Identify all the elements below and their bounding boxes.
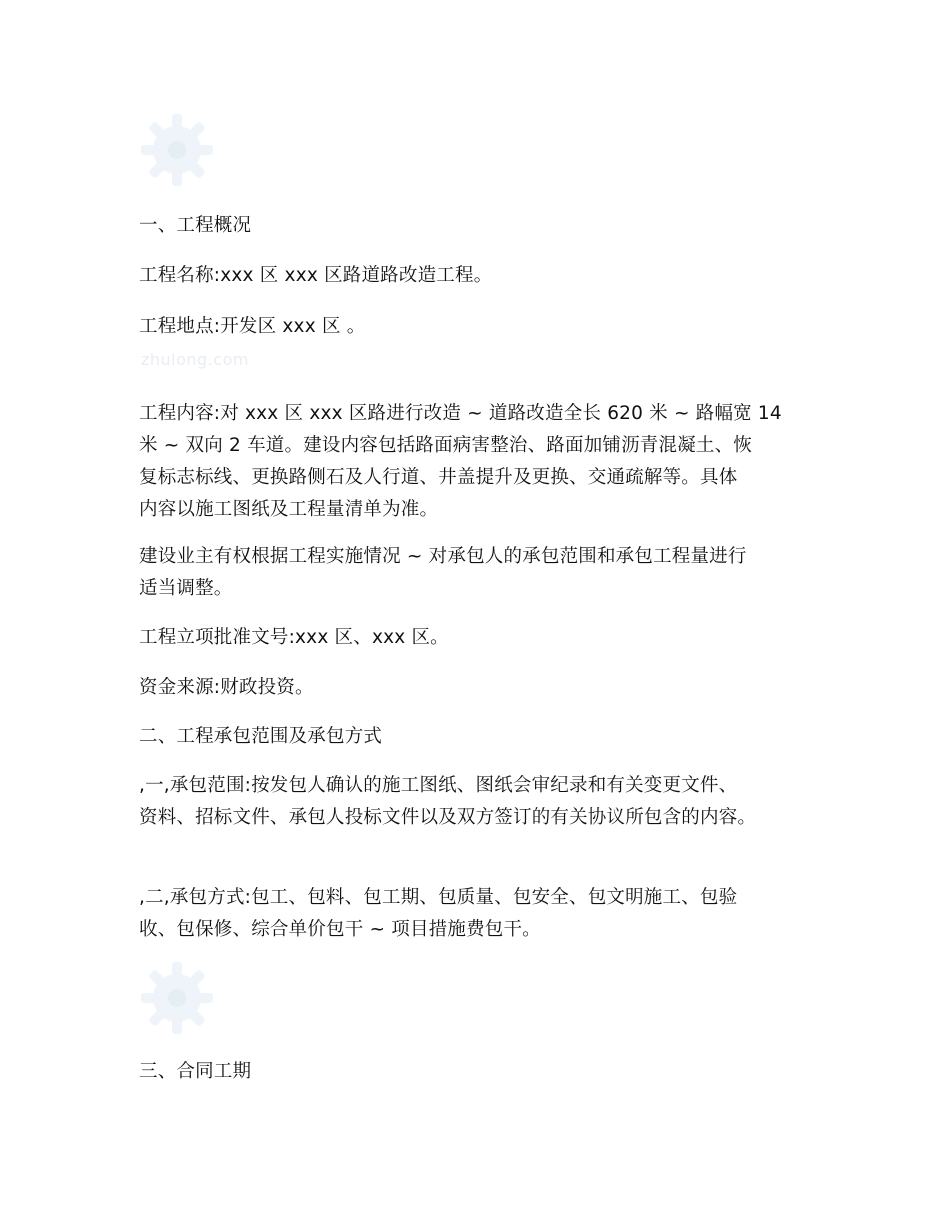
fund-source: 资金来源:财政投资。 — [139, 677, 314, 698]
content-line: 内容以施工图纸及工程量清单为准。 — [139, 499, 439, 520]
gear-logo-icon — [137, 110, 217, 190]
watermark-text: zhulong.com — [141, 350, 249, 369]
project-location: 工程地点:开发区 xxx 区 。 — [139, 316, 366, 337]
project-name: 工程名称:xxx 区 xxx 区路道路改造工程。 — [139, 265, 493, 286]
section-heading-scope: 二、工程承包范围及承包方式 — [139, 726, 383, 747]
content-line: 复标志标线、更换路侧石及人行道、井盖提升及更换、交通疏解等。具体 — [139, 467, 738, 488]
method-line: 收、包保修、综合单价包干 ~ 项目措施费包干。 — [139, 919, 541, 940]
owner-right-line: 适当调整。 — [139, 578, 233, 599]
content-line: 米 ~ 双向 2 车道。建设内容包括路面病害整治、路面加铺沥青混凝土、恢 — [139, 435, 752, 456]
gear-logo-icon — [137, 958, 217, 1038]
section-heading-contract-period: 三、合同工期 — [139, 1061, 252, 1082]
scope-line: ,一,承包范围:按发包人确认的施工图纸、图纸会审纪录和有关变更文件、 — [139, 775, 738, 796]
owner-right-line: 建设业主有权根据工程实施情况 ~ 对承包人的承包范围和承包工程量进行 — [139, 546, 747, 567]
method-line: ,二,承包方式:包工、包料、包工期、包质量、包安全、包文明施工、包验 — [139, 887, 738, 908]
approval-number: 工程立项批准文号:xxx 区、xxx 区。 — [139, 627, 449, 648]
content-line: 工程内容:对 xxx 区 xxx 区路进行改造 ~ 道路改造全长 620 米 ~ 路幅宽 14 — [139, 403, 782, 424]
section-heading-overview: 一、工程概况 — [139, 215, 252, 236]
scope-line: 资料、招标文件、承包人投标文件以及双方签订的有关协议所包含的内容。 — [139, 807, 757, 828]
